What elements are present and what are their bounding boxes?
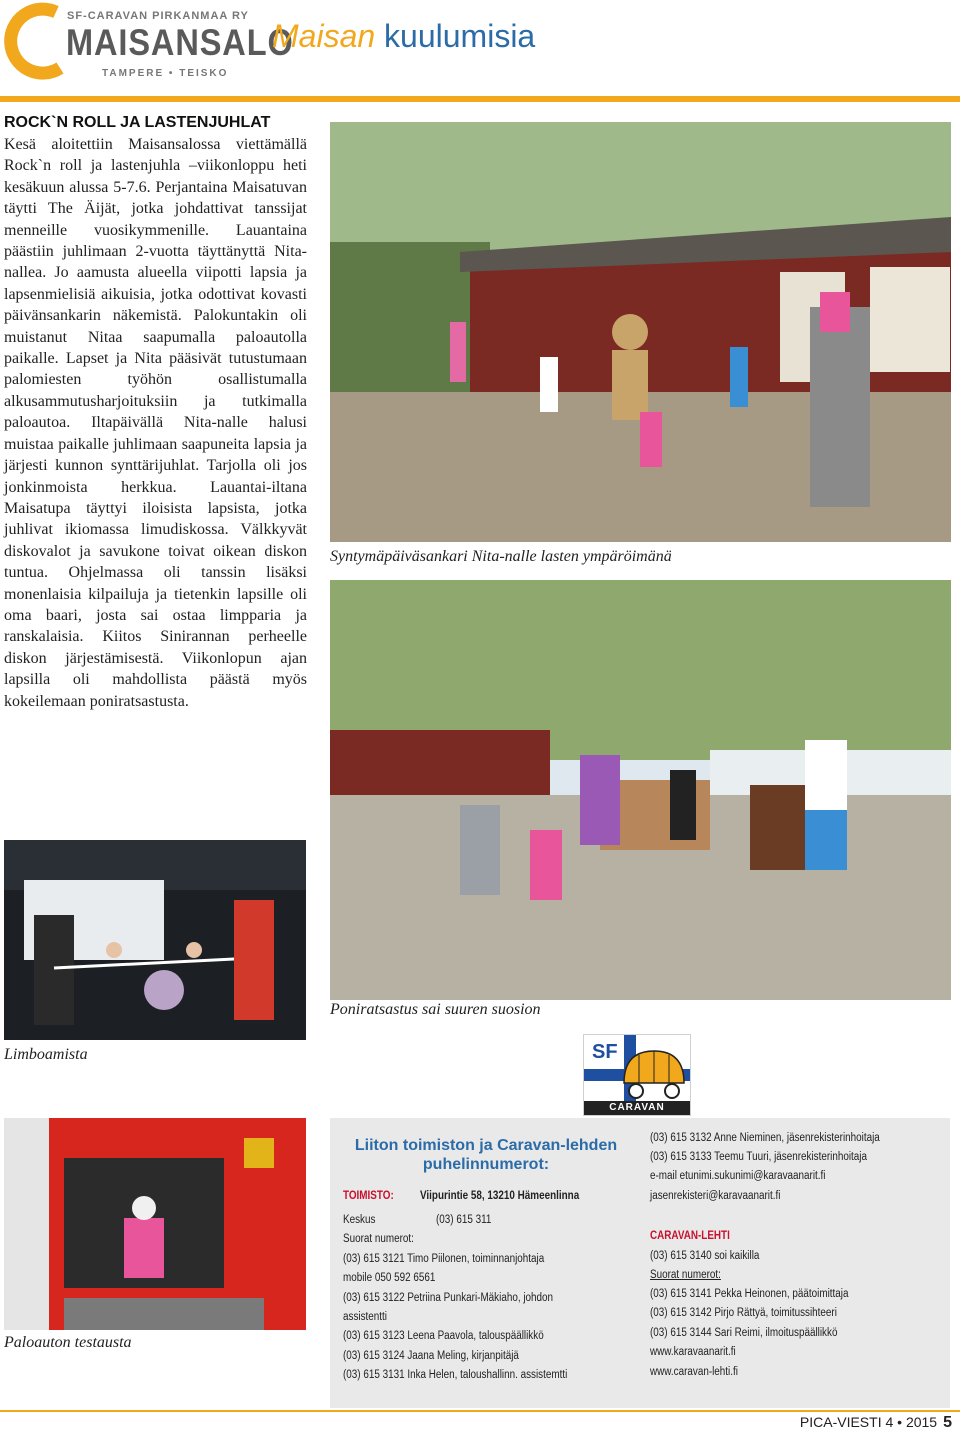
contact-line: (03) 615 3122 Petriina Punkari-Mäkiaho, johdon	[343, 1292, 554, 1304]
photo-firetruck	[4, 1118, 306, 1330]
contact-line: (03) 615 3132 Anne Nieminen, jäsenrekisterinhoitaja	[650, 1132, 880, 1144]
caravan-lehti-label: CARAVAN-LEHTI	[650, 1230, 730, 1242]
footer-publication: PICA-VIESTI 4 • 2015	[799, 1414, 938, 1430]
contact-line: (03) 615 3131 Inka Helen, taloushallinn. assistemtti	[343, 1369, 568, 1381]
pony-photo-icon	[330, 580, 951, 1000]
email-pattern: e-mail etunimi.sukunimi@karavaanarit.fi	[650, 1170, 826, 1182]
contact-line: (03) 615 3142 Pirjo Rättyä, toimitussihteeri	[650, 1307, 837, 1319]
registry-email: jasenrekisteri@karavaanarit.fi	[650, 1190, 781, 1202]
article-heading: ROCK`N ROLL JA LASTENJUHLAT	[4, 114, 271, 131]
photo-pony	[330, 580, 951, 1000]
contact-line: (03) 615 3141 Pekka Heinonen, päätoimittaja	[650, 1288, 849, 1300]
contact-title: Liiton toimiston ja Caravan-lehden puhelinnumerot:	[354, 1137, 618, 1173]
contact-line: (03) 615 3144 Sari Reimi, ilmoituspäällikkö	[650, 1327, 838, 1339]
header-divider	[0, 96, 960, 102]
contact-line: (03) 615 3123 Leena Paavola, talouspäällikkö	[343, 1330, 544, 1342]
contact-box	[330, 1118, 950, 1408]
contact-line: mobile 050 592 6561	[343, 1272, 436, 1284]
logo-place: TAMPERE • TEISKO	[102, 68, 229, 79]
caption-firetruck: Paloauton testausta	[4, 1334, 132, 1351]
footer	[800, 1414, 952, 1432]
page-title-rest: kuulumisia	[384, 18, 536, 54]
lehti-direct-label: Suorat numerot:	[650, 1269, 721, 1281]
photo-limbo	[4, 840, 306, 1040]
article-body: Kesä aloitettiin Maisansalossa viettämällä Rock`n roll ja lastenjuhla –viikonloppu heti kesäkuun alussa 5-7.6. Perjantaina Maisatuvan täytti The Äijät, jotka johdattivat tanssijat menneille vuosikymmenille. Lauantaina päästiin juhlimaan 2-vuotta täyttänyttä Nita-nallea. Jo aamusta alueella viipotti lapsia ja lapsenmielisiä aikuisia, jotka odottivat kovasti päivänsankarin näkemistä. Palokuntakin oli muistanut Nitaa saapumalla paloautolla paikalle. Lapset ja Nita pääsivät tutustumaan palomiesten työhön osallistumalla alkusammutusharjoituksiin ja tutkimalla paloautoa. Iltapäivällä Nita-nalle halusi muistaa paikalle juhlimaan saapuneita lapsia ja järjesti kunnon synttärijuhlat. Tarjolla oli jos jonkinmoista herkkua. Lauantai-iltana Maisatupa täyttyi iloisista lapsista, jotka juhlivat ikiomassa limudiskossa. Välkkyvät diskovalot ja savukone toivat oikean diskon tuntua. Ohjelmassa oli tanssin lisäksi monenlaisia kilpailuja ja tietenkin lapsille oli oma baari, josta sai ostaa limpparia ja ranskalaisia. Kiitos Sinirannan perheelle diskon järjestämisestä. Viikonlopun ajan lapsilla oli mahdollista päästä myös kokeilemaan poniratsastusta.	[4, 136, 307, 710]
caption-limbo: Limboamista	[4, 1046, 88, 1063]
page-title	[272, 18, 535, 55]
website-link[interactable]: www.caravan-lehti.fi	[650, 1366, 738, 1378]
sf-text: SF	[592, 1041, 618, 1063]
keskus-label: Keskus	[343, 1214, 376, 1226]
contact-line: (03) 615 3124 Jaana Meling, kirjanpitäjä	[343, 1350, 519, 1362]
office-label: TOIMISTO:	[343, 1190, 394, 1202]
page-title-accent: Maisan	[272, 18, 376, 54]
birthday-photo-icon	[330, 122, 951, 542]
website-link[interactable]: www.karavaanarit.fi	[650, 1346, 736, 1358]
caption-birthday: Syntymäpäiväsankari Nita-nalle lasten ympäröimänä	[330, 548, 672, 565]
caption-pony: Poniratsastus sai suuren suosion	[330, 1001, 541, 1018]
keskus-number: (03) 615 311	[436, 1214, 492, 1226]
firetruck-photo-icon	[4, 1118, 306, 1330]
logo-organization: SF-CARAVAN PIRKANMAA RY	[67, 10, 249, 22]
contact-line: (03) 615 3121 Timo Piilonen, toiminnanjohtaja	[343, 1253, 545, 1265]
direct-numbers-label: Suorat numerot:	[343, 1233, 414, 1245]
page-number: 5	[943, 1414, 952, 1431]
limbo-photo-icon	[4, 840, 306, 1040]
sf-caravan-logo	[583, 1034, 691, 1116]
contact-line: (03) 615 3133 Teemu Tuuri, jäsenrekisterinhoitaja	[650, 1151, 867, 1163]
contact-line: assistentti	[343, 1311, 387, 1323]
maisansalo-logo	[4, 2, 294, 84]
photo-birthday	[330, 122, 951, 542]
logo-name: MAISANSALO	[66, 22, 294, 63]
article	[4, 114, 307, 712]
caravan-brand: CARAVAN	[584, 1101, 690, 1115]
office-address: Viipurintie 58, 13210 Hämeenlinna	[420, 1190, 580, 1202]
footer-divider	[0, 1410, 960, 1412]
lehti-main-number: (03) 615 3140 soi kaikilla	[650, 1250, 760, 1262]
